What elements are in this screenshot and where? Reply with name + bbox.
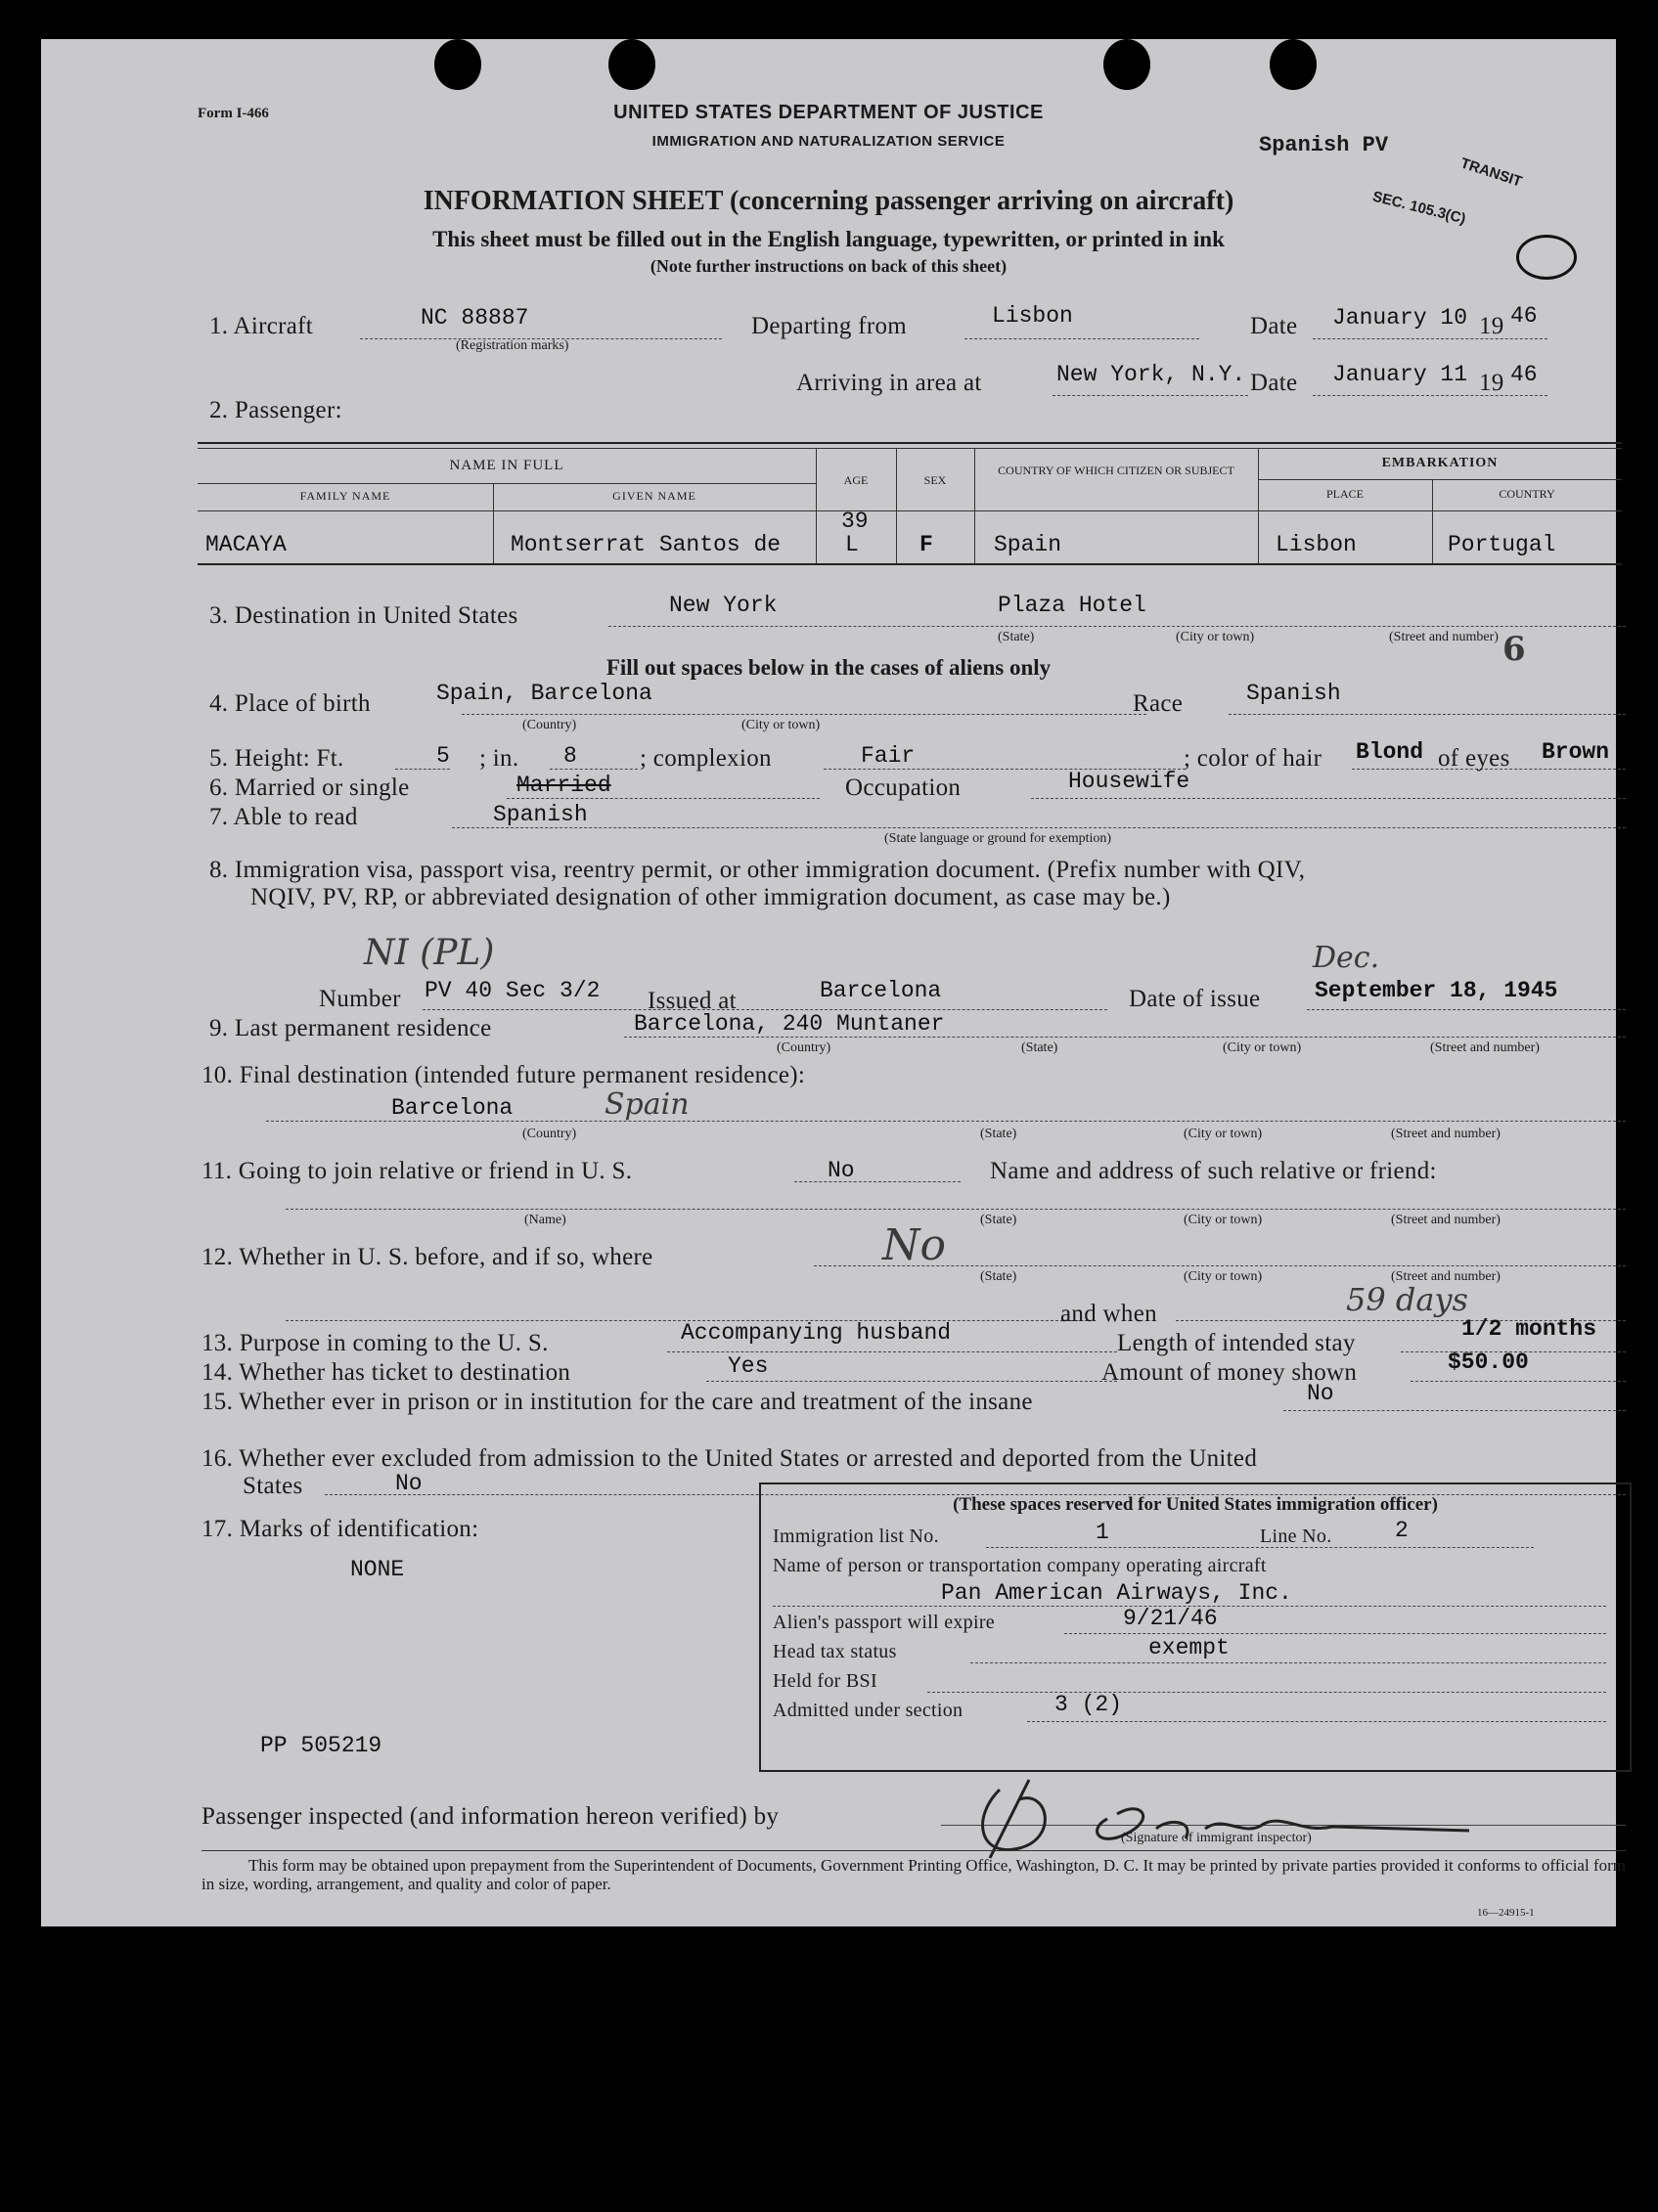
q10-street-caption: (Street and number) (1391, 1127, 1501, 1141)
q3-street-caption: (Street and number) (1389, 630, 1499, 644)
embarkation-header: EMBARKATION (1381, 456, 1499, 470)
when-label: and when (1060, 1301, 1157, 1327)
number-handwritten: NI (PL) (364, 933, 495, 973)
admitted-section-value: 3 (2) (1054, 1692, 1123, 1717)
form-title: INFORMATION SHEET (concerning passenger arriving on aircraft) (423, 186, 1234, 216)
q11-street-caption: (Street and number) (1391, 1213, 1501, 1227)
q12-street-caption: (Street and number) (1391, 1269, 1501, 1284)
eyes-label: of eyes (1438, 745, 1510, 772)
aliens-note: Fill out spaces below in the cases of aliens only (605, 655, 1052, 680)
q17-label: 17. Marks of identification: (202, 1516, 479, 1542)
depart-date-value: January 10 (1332, 305, 1468, 331)
name-in-full-header: NAME IN FULL (449, 458, 564, 473)
q3-city-caption: (City or town) (1176, 630, 1255, 644)
inspector-signature (961, 1760, 1508, 1868)
aircraft-caption: (Registration marks) (456, 338, 569, 353)
prison-value: No (1307, 1381, 1334, 1406)
occupation-label: Occupation (845, 774, 962, 801)
q4-label: 4. Place of birth (209, 690, 371, 717)
issue-date-label: Date of issue (1129, 986, 1261, 1012)
section-stamp: SEC. 105.3(C) (1370, 188, 1468, 228)
q6-label: 6. Married or single (209, 774, 410, 801)
punch-hole (608, 39, 655, 90)
depart-year-suffix: 46 (1510, 303, 1538, 329)
occupation-value: Housewife (1068, 769, 1190, 794)
intended-stay-label: Length of intended stay (1117, 1330, 1356, 1356)
q3-label: 3. Destination in United States (209, 602, 518, 629)
country-header: COUNTRY OF WHICH CITIZEN OR SUBJECT (998, 464, 1234, 477)
q9-city-caption: (City or town) (1223, 1040, 1302, 1055)
q11-state-caption: (State) (980, 1213, 1017, 1227)
street-number-handwritten: 6 (1502, 630, 1526, 669)
q10-state-caption: (State) (980, 1127, 1017, 1141)
race-value: Spanish (1246, 681, 1341, 706)
ticket-value: Yes (728, 1353, 769, 1379)
q5-label: 5. Height: Ft. (209, 745, 344, 772)
q13-label: 13. Purpose in coming to the U. S. (202, 1330, 549, 1356)
passport-expire-label: Alien's passport will expire (773, 1612, 995, 1633)
q12-city-caption: (City or town) (1184, 1269, 1263, 1284)
final-destination-value: Barcelona (391, 1095, 514, 1121)
q11-name-caption: (Name) (524, 1213, 566, 1227)
head-tax-label: Head tax status (773, 1641, 897, 1662)
document-number-value: PV 40 Sec 3/2 (425, 978, 601, 1003)
issued-at-value: Barcelona (820, 978, 942, 1003)
immigration-list-label: Immigration list No. (773, 1526, 939, 1547)
q12-state-caption: (State) (980, 1269, 1017, 1284)
admitted-section-label: Admitted under section (773, 1700, 963, 1721)
intended-stay-value: 1/2 months (1461, 1316, 1597, 1342)
q9-country-caption: (Country) (777, 1040, 831, 1055)
q12-label: 12. Whether in U. S. before, and if so, where (202, 1244, 653, 1270)
relative-name-label: Name and address of such relative or friend: (990, 1158, 1437, 1184)
punch-hole (1270, 39, 1317, 90)
depart-year-prefix: 19 (1479, 313, 1504, 339)
departing-value: Lisbon (992, 303, 1073, 329)
transit-stamp: TRANSIT (1457, 155, 1525, 191)
emb-country-header: COUNTRY (1499, 487, 1555, 501)
passport-number-value: PP 505219 (260, 1733, 382, 1758)
excluded-value: No (395, 1471, 423, 1496)
q10-country-caption: (Country) (522, 1127, 577, 1141)
birth-place-value: Spain, Barcelona (436, 681, 652, 706)
complexion-value: Fair (861, 743, 916, 769)
officer-box-heading: (These spaces reserved for United States immigration officer) (953, 1494, 1438, 1515)
marital-status-value: Married (516, 773, 611, 798)
arrive-year-prefix: 19 (1479, 370, 1504, 396)
complexion-label: ; complexion (640, 745, 772, 772)
embark-place-value: Lisbon (1276, 532, 1357, 557)
q7-caption: (State language or ground for exemption) (884, 831, 1112, 846)
held-for-bsi-label: Held for BSI (773, 1670, 877, 1692)
q15-label: 15. Whether ever in prison or in institution for the care and treatment of the insane (202, 1389, 1033, 1415)
punch-hole (1103, 39, 1150, 90)
q7-label: 7. Able to read (209, 804, 358, 830)
family-name-value: MACAYA (205, 532, 287, 557)
citizen-country-value: Spain (994, 532, 1062, 557)
form-sheet (41, 39, 1626, 1926)
department-heading: UNITED STATES DEPARTMENT OF JUSTICE (613, 102, 1044, 123)
money-label: Amount of money shown (1101, 1359, 1358, 1386)
arrive-date-value: January 11 (1332, 362, 1468, 387)
passport-expire-value: 9/21/46 (1123, 1606, 1218, 1631)
place-header: PLACE (1325, 487, 1364, 501)
q11-label: 11. Going to join relative or friend in U. S. (202, 1158, 633, 1184)
language-value: Spanish (493, 802, 588, 827)
given-name-header: GIVEN NAME (612, 489, 696, 503)
arriving-label: Arriving in area at (796, 370, 982, 396)
destination-state: New York (669, 593, 778, 618)
money-value: $50.00 (1448, 1349, 1529, 1375)
q16-label: 16. Whether ever excluded from admission to the United States or arrested and deported from the United (202, 1445, 1258, 1472)
q9-state-caption: (State) (1021, 1040, 1058, 1055)
final-destination-handwritten: Spain (605, 1087, 690, 1122)
footer-code: 16—24915-1 (1477, 1907, 1535, 1919)
q1-label: 1. Aircraft (209, 313, 314, 339)
punch-hole (434, 39, 481, 90)
q9-street-caption: (Street and number) (1430, 1040, 1540, 1055)
height-in-label: ; in. (479, 745, 519, 772)
departing-label: Departing from (751, 313, 908, 339)
inspection-caption: (Signature of immigrant inspector) (1121, 1831, 1312, 1845)
line-no-label: Line No. (1260, 1526, 1332, 1547)
q14-label: 14. Whether has ticket to destination (202, 1359, 571, 1386)
hair-label: ; color of hair (1184, 745, 1322, 772)
depart-date-label: Date (1250, 313, 1298, 339)
residence-value: Barcelona, 240 Muntaner (634, 1011, 945, 1037)
company-value: Pan American Airways, Inc. (941, 1580, 1292, 1606)
form-number: Form I-466 (198, 106, 269, 121)
eyes-value: Brown (1542, 739, 1610, 765)
aircraft-value: NC 88887 (421, 305, 529, 331)
given-name-value: Montserrat Santos de (511, 532, 782, 557)
head-tax-value: exempt (1148, 1635, 1230, 1660)
purpose-value: Accompanying husband (681, 1320, 952, 1346)
destination-city: Plaza Hotel (998, 593, 1146, 618)
classification-stamp: Spanish PV (1259, 133, 1389, 157)
footer-text: This form may be obtained upon prepayment from the Superintendent of Documents, Government Printing Office, Washington, D. C. It may be printed by private parties provided it conforms to official form in size, wording, arrangement, and quality and color of paper. (202, 1856, 1626, 1893)
immigration-list-value: 1 (1096, 1520, 1109, 1545)
height-in-value: 8 (563, 743, 577, 769)
race-label: Race (1133, 690, 1184, 717)
age-header: AGE (843, 473, 869, 487)
identification-marks-value: NONE (350, 1557, 405, 1582)
sex-value: F (919, 532, 933, 557)
inspection-label: Passenger inspected (and information hereon verified) by (202, 1803, 780, 1830)
prior-visit-handwritten: No (882, 1220, 946, 1270)
issued-label: Issued at (648, 988, 737, 1014)
hair-value: Blond (1356, 739, 1424, 765)
issue-date-handwritten: Dec. (1313, 941, 1380, 975)
embark-country-value: Portugal (1448, 532, 1556, 557)
sex-header: SEX (923, 473, 947, 487)
q10-city-caption: (City or town) (1184, 1127, 1263, 1141)
form-subtitle: This sheet must be filled out in the English language, typewritten, or printed in ink (432, 227, 1225, 251)
q8-label: 8. Immigration visa, passport visa, reentry permit, or other immigration document. (Prefix number with QIV, (209, 857, 1306, 883)
q9-label: 9. Last permanent residence (209, 1015, 492, 1041)
company-label: Name of person or transportation company operating aircraft (773, 1555, 1267, 1576)
q8-label-continued: NQIV, PV, RP, or abbreviated designation of other immigration document, as case may be.) (250, 884, 1171, 910)
service-heading: IMMIGRATION AND NATURALIZATION SERVICE (651, 133, 1006, 150)
join-relative-value: No (828, 1158, 855, 1183)
q10-label: 10. Final destination (intended future permanent residence): (202, 1062, 806, 1088)
stay-days-handwritten: 59 days (1346, 1281, 1468, 1318)
age-note: L (845, 532, 859, 557)
height-ft-value: 5 (436, 743, 450, 769)
age-value: 39 (841, 509, 869, 534)
form-note: (Note further instructions on back of this sheet) (650, 256, 1008, 276)
arrive-year-suffix: 46 (1510, 362, 1538, 387)
arriving-value: New York, N.Y. (1056, 362, 1246, 387)
number-label: Number (319, 986, 401, 1012)
officer-box (759, 1482, 1632, 1772)
q3-state-caption: (State) (998, 630, 1035, 644)
q4-country-caption: (Country) (522, 718, 577, 732)
q2-label: 2. Passenger: (209, 397, 342, 423)
issue-date-value: September 18, 1945 (1315, 978, 1558, 1003)
family-name-header: FAMILY NAME (299, 489, 391, 503)
arrive-date-label: Date (1250, 370, 1298, 396)
line-no-value: 2 (1395, 1518, 1409, 1543)
q16-label-continued: States (243, 1473, 303, 1499)
q11-city-caption: (City or town) (1184, 1213, 1263, 1227)
q4-city-caption: (City or town) (741, 718, 821, 732)
